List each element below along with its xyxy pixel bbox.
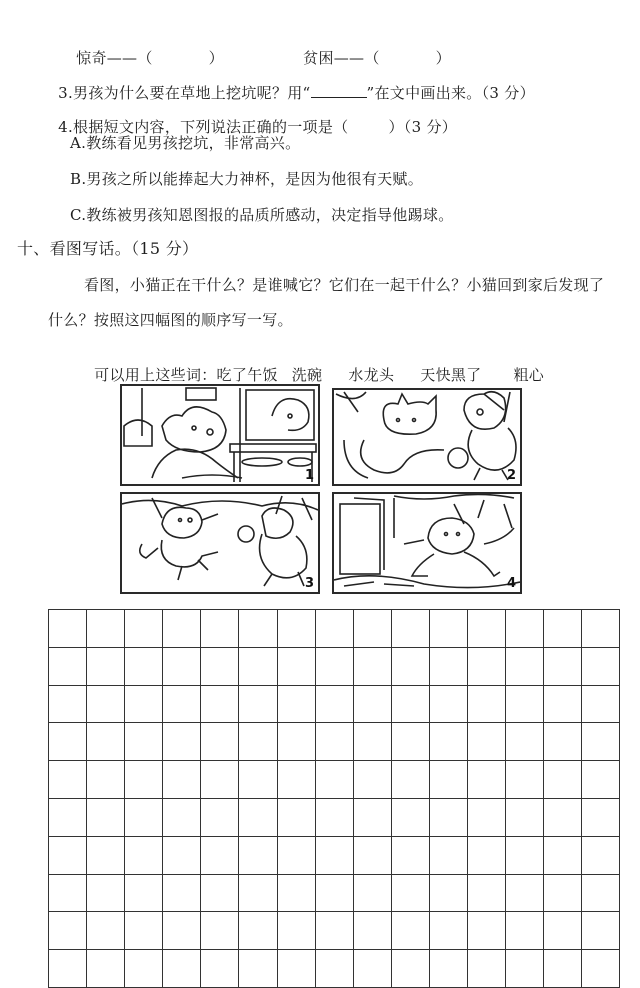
- grid-cell[interactable]: [125, 723, 163, 761]
- grid-cell[interactable]: [506, 686, 544, 724]
- grid-cell[interactable]: [392, 686, 430, 724]
- grid-cell[interactable]: [87, 648, 125, 686]
- grid-cell[interactable]: [278, 610, 316, 648]
- grid-row: [49, 686, 620, 724]
- grid-cell[interactable]: [354, 648, 392, 686]
- grid-cell[interactable]: [316, 799, 354, 837]
- grid-cell[interactable]: [506, 723, 544, 761]
- paren-close: ）: [435, 49, 451, 67]
- grid-row: [49, 950, 620, 988]
- option-b: B.男孩之所以能捧起大力神杯，是因为他很有天赋。: [70, 170, 423, 188]
- grid-row: [49, 648, 620, 686]
- word-bank-item: 洗碗: [291, 366, 323, 384]
- grid-row: [49, 875, 620, 913]
- picture-panel-2: [332, 388, 522, 486]
- grid-cell[interactable]: [87, 950, 125, 988]
- grid-cell[interactable]: [354, 875, 392, 913]
- grid-cell[interactable]: [201, 723, 239, 761]
- word-pair-label: 贫困——（: [303, 49, 380, 67]
- grid-cell[interactable]: [430, 950, 468, 988]
- word-pair-label: 惊奇——（: [76, 49, 153, 67]
- grid-cell[interactable]: [392, 648, 430, 686]
- grid-cell[interactable]: [125, 912, 163, 950]
- grid-cell[interactable]: [87, 912, 125, 950]
- grid-cell[interactable]: [582, 950, 620, 988]
- grid-cell[interactable]: [392, 912, 430, 950]
- grid-cell[interactable]: [87, 837, 125, 875]
- grid-cell[interactable]: [430, 686, 468, 724]
- grid-cell[interactable]: [354, 837, 392, 875]
- grid-cell[interactable]: [163, 799, 201, 837]
- grid-cell[interactable]: [468, 950, 506, 988]
- grid-cell[interactable]: [87, 610, 125, 648]
- question-4-prompt: 4.根据短文内容，下列说法正确的一项是（: [58, 118, 349, 136]
- grid-cell[interactable]: [468, 723, 506, 761]
- grid-cell[interactable]: [316, 912, 354, 950]
- grid-cell[interactable]: [468, 875, 506, 913]
- grid-cell[interactable]: [201, 648, 239, 686]
- grid-cell[interactable]: [316, 723, 354, 761]
- grid-cell[interactable]: [278, 875, 316, 913]
- kitten-running-home-illustration: [334, 494, 520, 592]
- grid-cell[interactable]: [316, 648, 354, 686]
- grid-cell[interactable]: [506, 761, 544, 799]
- grid-cell[interactable]: [163, 723, 201, 761]
- grid-cell[interactable]: [430, 761, 468, 799]
- grid-cell[interactable]: [278, 799, 316, 837]
- grid-cell[interactable]: [201, 799, 239, 837]
- grid-cell[interactable]: [278, 837, 316, 875]
- grid-cell[interactable]: [506, 950, 544, 988]
- grid-cell[interactable]: [430, 912, 468, 950]
- grid-cell[interactable]: [392, 950, 430, 988]
- word-bank-item: 吃了午饭: [216, 366, 278, 384]
- grid-cell[interactable]: [354, 950, 392, 988]
- question-4: [48, 97, 457, 137]
- grid-cell[interactable]: [49, 686, 87, 724]
- grid-cell[interactable]: [430, 610, 468, 648]
- grid-cell[interactable]: [506, 875, 544, 913]
- grid-cell[interactable]: [125, 837, 163, 875]
- kitten-washing-dishes-illustration: [122, 386, 318, 484]
- grid-cell[interactable]: [87, 761, 125, 799]
- grid-cell[interactable]: [278, 686, 316, 724]
- panel-number: 4: [506, 576, 516, 591]
- grid-cell[interactable]: [201, 912, 239, 950]
- grid-cell[interactable]: [544, 686, 582, 724]
- grid-cell[interactable]: [87, 686, 125, 724]
- grid-cell[interactable]: [278, 723, 316, 761]
- grid-cell[interactable]: [239, 761, 277, 799]
- grid-cell[interactable]: [163, 837, 201, 875]
- option-a: A.教练看见男孩挖坑，非常高兴。: [70, 134, 301, 152]
- picture-panel-3: [120, 492, 320, 594]
- grid-row: [49, 610, 620, 648]
- grid-cell[interactable]: [201, 950, 239, 988]
- grid-cell[interactable]: [392, 723, 430, 761]
- grid-cell[interactable]: [468, 761, 506, 799]
- grid-cell[interactable]: [125, 610, 163, 648]
- grid-cell[interactable]: [163, 648, 201, 686]
- grid-cell[interactable]: [506, 648, 544, 686]
- grid-cell[interactable]: [582, 686, 620, 724]
- grid-cell[interactable]: [87, 723, 125, 761]
- grid-cell[interactable]: [278, 950, 316, 988]
- grid-cell[interactable]: [430, 648, 468, 686]
- grid-cell[interactable]: [49, 875, 87, 913]
- grid-row: [49, 761, 620, 799]
- grid-cell[interactable]: [316, 837, 354, 875]
- kitten-bear-ball-illustration: [334, 390, 520, 484]
- grid-cell[interactable]: [201, 837, 239, 875]
- grid-cell[interactable]: [239, 723, 277, 761]
- word-bank-label: 可以用上这些词：: [94, 366, 217, 384]
- grid-cell[interactable]: [49, 610, 87, 648]
- grid-cell[interactable]: [201, 875, 239, 913]
- grid-cell[interactable]: [87, 875, 125, 913]
- instructions-line-2: 什么？按照这四幅图的顺序写一写。: [48, 311, 293, 329]
- grid-cell[interactable]: [163, 912, 201, 950]
- grid-cell[interactable]: [201, 686, 239, 724]
- panel-number: 1: [304, 468, 314, 483]
- grid-cell[interactable]: [278, 648, 316, 686]
- grid-cell[interactable]: [239, 875, 277, 913]
- grid-cell[interactable]: [582, 761, 620, 799]
- grid-cell[interactable]: [582, 723, 620, 761]
- picture-panel-4: [332, 492, 522, 594]
- grid-cell[interactable]: [163, 610, 201, 648]
- grid-cell[interactable]: [239, 912, 277, 950]
- grid-cell[interactable]: [544, 723, 582, 761]
- grid-cell[interactable]: [239, 837, 277, 875]
- grid-row: [49, 837, 620, 875]
- grid-cell[interactable]: [506, 837, 544, 875]
- grid-cell[interactable]: [316, 610, 354, 648]
- grid-cell[interactable]: [278, 912, 316, 950]
- grid-cell[interactable]: [49, 648, 87, 686]
- grid-cell[interactable]: [49, 837, 87, 875]
- grid-cell[interactable]: [125, 648, 163, 686]
- kitten-bear-playing-illustration: [122, 494, 318, 592]
- grid-cell[interactable]: [163, 875, 201, 913]
- grid-cell[interactable]: [354, 912, 392, 950]
- question-3-suffix: ”在文中画出来。（3 分）: [366, 84, 535, 102]
- grid-cell[interactable]: [430, 837, 468, 875]
- grid-cell[interactable]: [468, 648, 506, 686]
- grid-cell[interactable]: [125, 686, 163, 724]
- grid-cell[interactable]: [582, 912, 620, 950]
- grid-cell[interactable]: [49, 723, 87, 761]
- grid-cell[interactable]: [49, 761, 87, 799]
- word-pair-jingqi: [66, 28, 224, 68]
- grid-cell[interactable]: [506, 610, 544, 648]
- grid-cell[interactable]: [430, 875, 468, 913]
- grid-row: [49, 912, 620, 950]
- grid-cell[interactable]: [544, 799, 582, 837]
- grid-cell[interactable]: [468, 610, 506, 648]
- grid-cell[interactable]: [239, 799, 277, 837]
- grid-cell[interactable]: [125, 761, 163, 799]
- grid-cell[interactable]: [582, 875, 620, 913]
- instructions-line-1: 看图，小猫正在干什么？是谁喊它？它们在一起干什么？小猫回到家后发现了: [84, 276, 605, 294]
- grid-cell[interactable]: [582, 610, 620, 648]
- grid-cell[interactable]: [239, 686, 277, 724]
- grid-cell[interactable]: [468, 837, 506, 875]
- grid-cell[interactable]: [201, 610, 239, 648]
- panel-number: 2: [506, 468, 516, 483]
- grid-row: [49, 723, 620, 761]
- word-bank-item: 水龙头: [348, 366, 395, 384]
- panel-number: 3: [304, 576, 314, 591]
- grid-cell[interactable]: [392, 799, 430, 837]
- grid-cell[interactable]: [354, 799, 392, 837]
- grid-cell[interactable]: [392, 875, 430, 913]
- grid-cell[interactable]: [239, 648, 277, 686]
- grid-cell[interactable]: [163, 686, 201, 724]
- grid-cell[interactable]: [392, 610, 430, 648]
- grid-cell[interactable]: [163, 950, 201, 988]
- section-heading: 十、看图写话。（15 分）: [17, 239, 199, 258]
- grid-cell[interactable]: [125, 950, 163, 988]
- grid-cell[interactable]: [201, 761, 239, 799]
- word-pair-pinkun: [293, 28, 451, 68]
- grid-cell[interactable]: [506, 799, 544, 837]
- grid-cell[interactable]: [87, 799, 125, 837]
- paren-close: ）: [208, 49, 224, 67]
- picture-panels: [120, 378, 522, 592]
- grid-cell[interactable]: [392, 837, 430, 875]
- grid-cell[interactable]: [582, 648, 620, 686]
- question-3-prefix: 3.男孩为什么要在草地上挖坑呢？用“: [58, 84, 311, 102]
- grid-cell[interactable]: [239, 950, 277, 988]
- underline-blank[interactable]: [311, 83, 367, 98]
- grid-cell[interactable]: [544, 912, 582, 950]
- grid-cell[interactable]: [544, 950, 582, 988]
- grid-cell[interactable]: [354, 761, 392, 799]
- grid-cell[interactable]: [544, 610, 582, 648]
- writing-grid[interactable]: [48, 609, 620, 988]
- grid-cell[interactable]: [430, 799, 468, 837]
- grid-cell[interactable]: [163, 761, 201, 799]
- grid-cell[interactable]: [278, 761, 316, 799]
- grid-cell[interactable]: [316, 761, 354, 799]
- word-bank-item: 粗心: [513, 366, 545, 384]
- grid-cell[interactable]: [354, 723, 392, 761]
- grid-cell[interactable]: [506, 912, 544, 950]
- grid-cell[interactable]: [430, 723, 468, 761]
- grid-cell[interactable]: [316, 950, 354, 988]
- grid-cell[interactable]: [49, 799, 87, 837]
- grid-cell[interactable]: [49, 912, 87, 950]
- grid-cell[interactable]: [49, 950, 87, 988]
- picture-panel-1: [120, 384, 320, 486]
- option-c: C.教练被男孩知恩图报的品质所感动，决定指导他踢球。: [70, 206, 454, 224]
- grid-cell[interactable]: [582, 837, 620, 875]
- grid-cell[interactable]: [354, 686, 392, 724]
- grid-cell[interactable]: [582, 799, 620, 837]
- grid-cell[interactable]: [125, 799, 163, 837]
- grid-cell[interactable]: [544, 875, 582, 913]
- grid-cell[interactable]: [468, 686, 506, 724]
- grid-cell[interactable]: [125, 875, 163, 913]
- grid-cell[interactable]: [392, 761, 430, 799]
- grid-cell[interactable]: [544, 648, 582, 686]
- grid-cell[interactable]: [468, 912, 506, 950]
- grid-cell[interactable]: [468, 799, 506, 837]
- word-bank-item: 天快黑了: [420, 366, 482, 384]
- grid-cell[interactable]: [354, 610, 392, 648]
- grid-cell[interactable]: [316, 875, 354, 913]
- grid-row: [49, 799, 620, 837]
- grid-cell[interactable]: [239, 610, 277, 648]
- grid-cell[interactable]: [316, 686, 354, 724]
- question-4-score: ）（3 分）: [388, 118, 458, 136]
- grid-cell[interactable]: [544, 837, 582, 875]
- grid-cell[interactable]: [544, 761, 582, 799]
